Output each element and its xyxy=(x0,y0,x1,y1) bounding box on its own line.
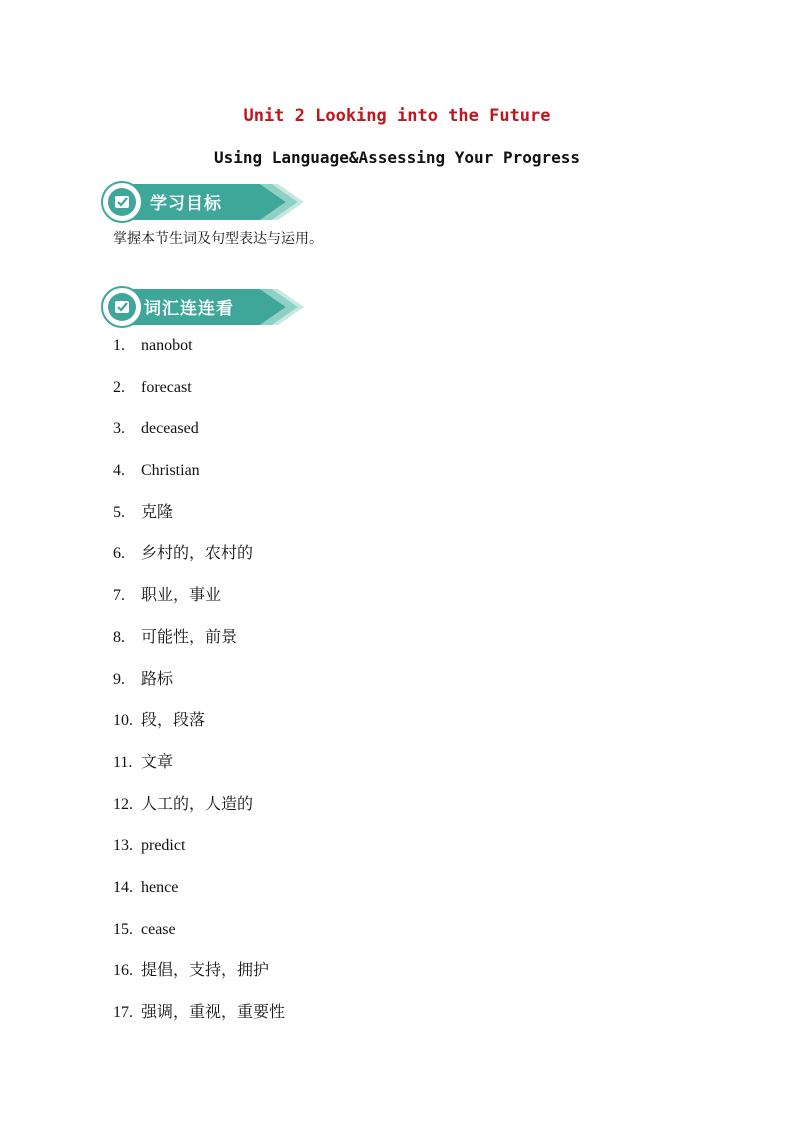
list-item xyxy=(113,1001,285,1043)
list-item xyxy=(113,918,285,960)
item-number: 8. xyxy=(113,628,125,646)
list-item xyxy=(113,376,285,418)
item-term: 强调，重视，重要性 xyxy=(141,1004,286,1021)
item-term: 提倡，支持，拥护 xyxy=(141,962,270,980)
list-item xyxy=(113,668,285,710)
list-item xyxy=(113,959,285,1001)
item-term: 职业，事业 xyxy=(141,587,222,605)
item-number: 6. xyxy=(113,545,125,563)
list-item xyxy=(113,417,285,459)
item-number: 2. xyxy=(113,378,125,396)
list-item xyxy=(113,501,285,543)
item-term: predict xyxy=(141,837,186,855)
item-term: nanobot xyxy=(141,337,193,354)
item-term: 克隆 xyxy=(141,503,174,521)
item-number: 9. xyxy=(113,670,125,688)
list-item xyxy=(113,751,285,793)
item-number: 4. xyxy=(113,462,125,480)
item-number: 14. xyxy=(113,878,133,896)
section-banner-goal xyxy=(100,180,310,224)
list-item xyxy=(113,793,285,835)
item-term: hence xyxy=(141,878,179,896)
item-number: 10. xyxy=(113,712,133,730)
item-term: cease xyxy=(141,920,176,938)
list-item xyxy=(113,876,285,918)
item-number: 11. xyxy=(113,753,133,771)
item-number: 15. xyxy=(113,920,133,938)
item-term: 文章 xyxy=(141,753,174,771)
section-banner-vocab xyxy=(100,285,310,329)
section-heading: 词汇连连看 xyxy=(144,299,234,319)
check-circle-icon xyxy=(115,301,129,313)
item-number: 3. xyxy=(113,420,125,438)
item-number: 7. xyxy=(113,587,125,605)
item-number: 17. xyxy=(113,1004,133,1021)
item-term: deceased xyxy=(141,420,199,438)
list-item xyxy=(113,709,285,751)
check-circle-icon xyxy=(115,196,129,208)
item-term: 路标 xyxy=(141,670,174,688)
list-item xyxy=(113,334,285,376)
item-term: 人工的，人造的 xyxy=(141,795,254,813)
list-item xyxy=(113,459,285,501)
item-term: forecast xyxy=(141,378,192,396)
item-number: 12. xyxy=(113,795,133,813)
list-item xyxy=(113,542,285,584)
item-number: 1. xyxy=(113,337,125,354)
item-number: 16. xyxy=(113,962,133,980)
vocab-list xyxy=(113,334,285,1043)
item-term: 可能性，前景 xyxy=(141,628,238,646)
document-title: Unit 2 Looking into the Future xyxy=(243,106,551,126)
list-item xyxy=(113,626,285,668)
item-number: 13. xyxy=(113,837,133,855)
item-term: 段，段落 xyxy=(141,712,206,730)
item-term: 乡村的，农村的 xyxy=(141,545,254,563)
item-term: Christian xyxy=(141,462,200,480)
section-heading: 学习目标 xyxy=(150,194,222,214)
document-subtitle: Using Language&Assessing Your Progress xyxy=(213,148,581,167)
item-number: 5. xyxy=(113,503,125,521)
goal-text: 掌握本节生词及句型表达与运用。 xyxy=(113,231,323,247)
list-item xyxy=(113,834,285,876)
list-item xyxy=(113,584,285,626)
